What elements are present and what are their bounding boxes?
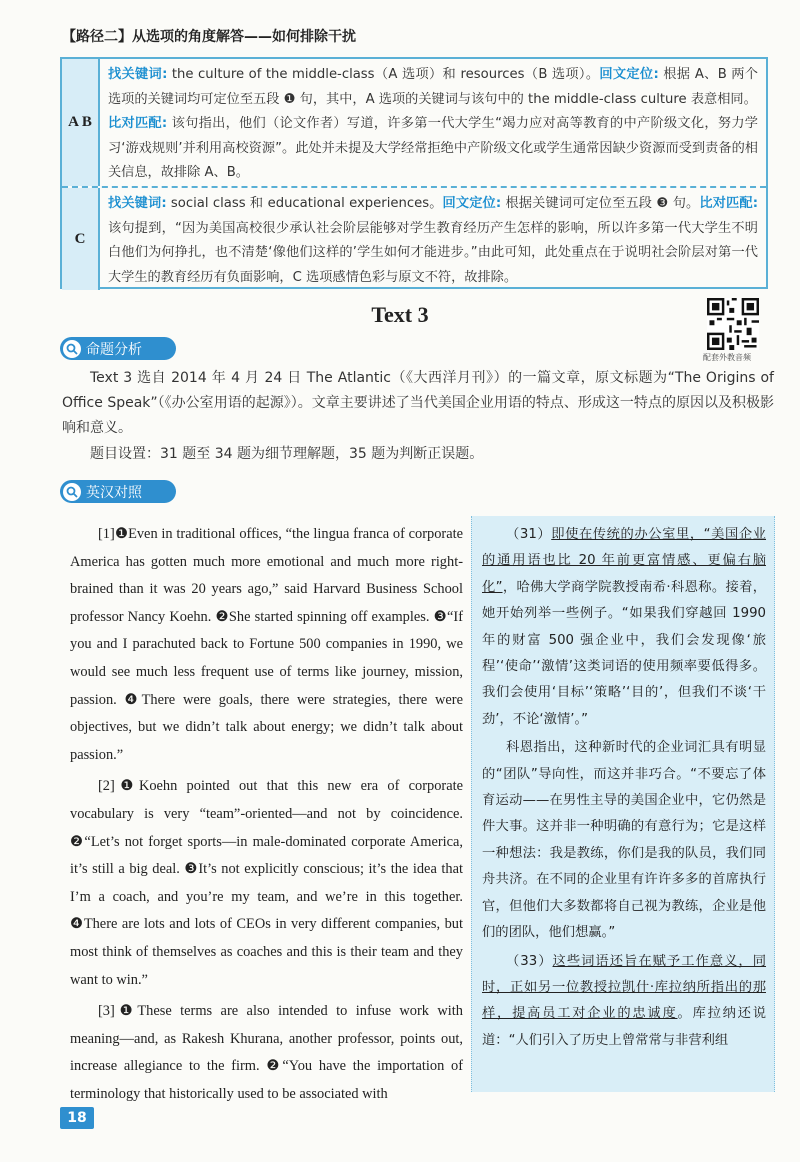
chinese-text: ，哈佛大学商学院教授南希·科恩称。接着，她开始列举一些例子。“如果我们穿越回 1990 年的财富 500 强企业中，我们会发现像‘旅程’‘使命’‘激情’这类词语的使用频率要低得多。我们会使用‘目标’‘策略’‘目的’，但我们不谈‘干劲’，不论‘激情’。” <box>482 579 767 727</box>
row-content-c <box>100 188 766 290</box>
cell-text: 该句提到，“因为美国高校很少承认社会阶层能够对学生教育经历产生怎样的影响，所以许多第一代大学生不明白他们为何挣扎，也不清楚‘像他们这样的’学生如何才能进步。”由此可知，此处重点在于说明社会阶层对第一代大学生的教育经历有负面影响，C 选项感情色彩与原文不符，故排除。 <box>108 220 758 285</box>
english-paragraph: [1]❶Even in traditional offices, “the lingua franca of corporate America has gotten much more emotional and much more right-brained than it was 20 years ago,” said Harvard Business School professor Nancy Koehn. ❷She started spinning off examples. ❸“If you and I parachuted back to Fortune 500 companies in 1990, we would see much less frequent use of terms like journey, mission, passion. ❹There were goals, there were strategies, there were objectives, but we didn’t talk about energy; we didn’t talk about passion.” <box>70 526 463 763</box>
chinese-text: 。库拉纳还说道：“人们引入了历史上曾常常与非营利组 <box>482 1006 767 1048</box>
cell-text: the culture of the middle-class（A 选项）和 resources（B 选项）。 <box>167 67 600 82</box>
row-content-ab <box>100 59 766 186</box>
chinese-paragraph <box>482 522 766 733</box>
underlined-text: 即使在传统的办公室里，“美国企业的通用语也比 20 年前更富情感、更偏右脑化” <box>482 527 767 595</box>
table-row-c <box>62 188 766 290</box>
analysis-paragraph: Text 3 选自 2014 年 4 月 24 日 The Atlantic（《大西洋月刊》）的一篇文章，原文标题为“The Origins of Office Speak”（《办公室用语的起源》）。文章主要讲述了当代美国企业用语的特点、形成这一特点的原因以及积极影响和意义。 <box>62 370 774 436</box>
keyword-label: 比对匹配: <box>699 195 758 211</box>
row-label-ab: A B <box>62 59 100 186</box>
question-ref: （33） <box>506 953 553 969</box>
keyword-label: 回文定位: <box>442 195 502 211</box>
search-icon <box>63 340 81 358</box>
cell-text: social class 和 educational experiences。 <box>166 195 443 211</box>
underlined-text: 这些词语还旨在赋予工作意义，同时，正如另一位教授拉凯什·库拉纳所指出的那样，提高员工对企业的忠诚度 <box>482 953 767 1022</box>
analysis-table <box>60 57 768 289</box>
chinese-paragraph <box>482 949 766 1055</box>
row-label-c: C <box>62 188 100 290</box>
cell-text: 根据 A、B 两个选项的关键词均可定位至五段 ❶ 句，其中，A 选项的关键词与该句中的 the middle-class culture 表意相同。 <box>108 67 758 107</box>
english-column <box>70 521 463 1112</box>
chinese-paragraph: 科恩指出，这种新时代的企业词汇具有明显的“团队”导向性，而这并非巧合。“不要忘了体育运动——在男性主导的美国企业中，它仍然是件大事。这并非一种明确的有意行为；它是这样一种想法：我是教练，你们是我的队员，我们同舟共济。在不同的企业里有许许多多的首席执行官，但他们大多数都将自己视为教练，企业是他们的团队，他们想赢。” <box>482 740 766 941</box>
qr-caption: 配套外教音频 <box>703 353 751 362</box>
pill-label: 英汉对照 <box>86 484 142 501</box>
question-ref: （31） <box>506 527 552 542</box>
keyword-label: 比对匹配: <box>108 116 168 132</box>
chinese-column <box>471 516 775 1092</box>
keyword-label: 找关键词: <box>108 67 168 82</box>
keyword-label: 找关键词: <box>108 195 167 211</box>
cell-text: 根据关键词可定位至五段 ❸ 句。 <box>501 195 700 211</box>
section-pill-analysis <box>60 337 176 360</box>
english-paragraph: [3]❶These terms are also intended to infuse work with meaning—and, as Rakesh Khurana, another professor, points out, increase allegiance to the firm. ❷“You have the importation of terminology that historically used to be associated with <box>70 1003 463 1102</box>
pill-label: 命题分析 <box>86 341 142 358</box>
section-header: 【路径二】从选项的角度解答——如何排除干扰 <box>62 29 356 45</box>
english-paragraph: [2]❶Koehn pointed out that this new era of corporate vocabulary is very “team”-oriented—and not by coincidence. ❷“Let’s not forget sports—in male-dominated corporate America, it’s still a big deal. ❸It’s not explicitly conscious; it’s the idea that I’m a coach, and you’re my team, and we’re in this together. ❹There are lots and lots of CEOs in very different companies, but most think of themselves as coaches and this is their team and they want to win.” <box>70 778 463 988</box>
section-pill-bilingual <box>60 480 176 503</box>
question-setup-paragraph: 题目设置：31 题至 34 题为细节理解题，35 题为判断正误题。 <box>90 446 484 462</box>
qr-code-icon[interactable] <box>707 298 759 350</box>
table-row-ab <box>62 59 766 188</box>
cell-text: 该句指出，他们（论文作者）写道，许多第一代大学生“竭力应对高等教育的中产阶级文化，努力学习‘游戏规则’并利用高校资源”。此处并未提及大学经常拒绝中产阶级文化或学生通常因缺少资源而受到责备的相关信息，故排除 A、B。 <box>108 116 758 181</box>
page-number: 18 <box>60 1107 94 1129</box>
page-title: Text 3 <box>371 302 429 327</box>
search-icon <box>63 483 81 501</box>
keyword-label: 回文定位: <box>599 67 659 82</box>
